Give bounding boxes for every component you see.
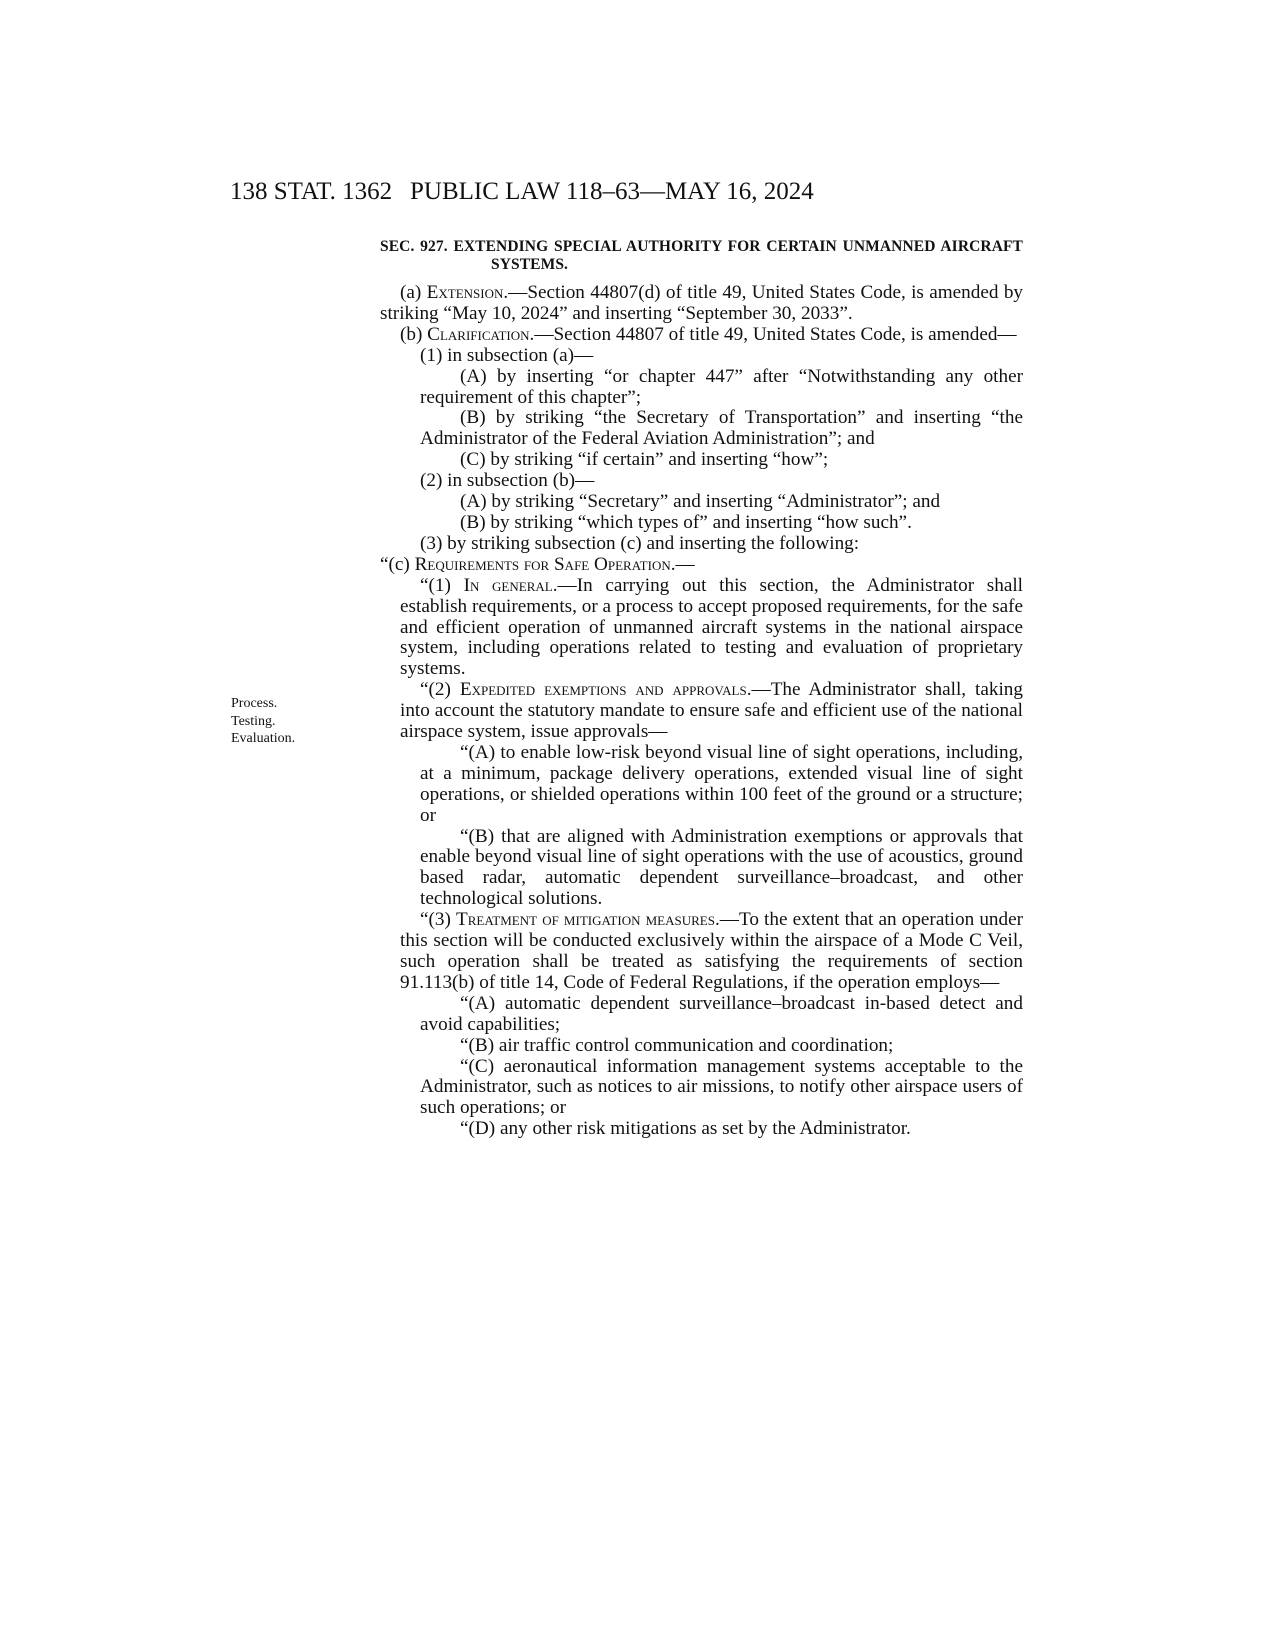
clause-b1-b: (B) by striking “the Secretary of Transportation” and inserting “the Administrator of the Federal Aviation Administration”; and (420, 407, 1023, 450)
c1-caption: In general (463, 574, 553, 596)
section-body (380, 238, 1023, 1140)
clause-c3-a: “(A) automatic dependent surveillance–broadcast in-based detect and avoid capabilities; (420, 992, 1023, 1035)
margin-note-testing: Testing. (231, 713, 276, 729)
clause-c3-c: “(C) aeronautical information management systems acceptable to the Administrator, such as notices to air missions, to notify other airspace users of such operations; or (420, 1055, 1023, 1119)
subsection-c-caption: Requirements for Safe Operation (414, 553, 671, 575)
stat-reference: 138 STAT. 1362 (230, 178, 393, 205)
c3-text: .—To the extent that an operation under this section will be conducted exclusively within the airspace of a Mode C Veil, such operation shall be treated as satisfying the requirements of section 91.113(b) of title 14, Code of Federal Regulations, if the operation employs— (400, 909, 1024, 993)
subsection-a-label: (a) (400, 282, 427, 303)
c1-text: .—In carrying out this section, the Administrator shall establish requirements, or a process to accept proposed requirements, for the safe and efficient operation of unmanned aircraft systems in the national airspace system, including operations related to testing and evaluation of proprietary systems. (400, 574, 1024, 680)
c1-label: “(1) (420, 574, 464, 596)
paragraph-b3: (3) by striking subsection (c) and inserting the following: (420, 532, 860, 554)
law-title: PUBLIC LAW 118–63—MAY 16, 2024 (410, 178, 814, 205)
paragraph-c1 (380, 576, 1023, 681)
margin-note-process: Process. (231, 696, 278, 711)
section-heading: SEC. 927. EXTENDING SPECIAL AUTHORITY FOR CERTAIN UNMANNED AIRCRAFT SYSTEMS. (380, 238, 1023, 273)
subsection-b-label: (b) (400, 323, 428, 345)
paragraph-c3 (380, 910, 1023, 994)
clause-c2-b: “(B) that are aligned with Administration exemptions or approvals that enable beyond visual line of sight operations with the use of acoustics, ground based radar, automatic dependent surveillance–broadcast, and other technological solutions. (420, 825, 1023, 910)
c3-label: “(3) (420, 909, 457, 931)
paragraph-b1: (1) in subsection (a)— (420, 344, 594, 366)
margin-notes (231, 695, 295, 748)
subsection-a (380, 283, 1023, 325)
clause-b2-b: (B) by striking “which types of” and inserting “how such”. (460, 511, 912, 533)
subsection-c-label: “(c) (380, 553, 415, 575)
subsection-a-caption: Extension (426, 282, 504, 303)
c2-label: “(2) (420, 679, 460, 701)
subsection-b-text: .—Section 44807 of title 49, United States Code, is amended— (529, 323, 1017, 345)
clause-b2-a: (A) by striking “Secretary” and inserting “Administrator”; and (460, 491, 941, 513)
clause-c2-a: “(A) to enable low-risk beyond visual line of sight operations, including, at a minimum, package delivery operations, extended visual line of sight operations, or shielded operations within 100 feet of the ground or a structure; or (420, 741, 1023, 826)
margin-note-evaluation: Evaluation. (231, 731, 296, 746)
subsection-c-dash: .— (670, 553, 695, 575)
page-header (0, 178, 1275, 218)
subsection-a-text: .—Section 44807(d) of title 49, United States Code, is amended by striking “May 10, 2024” and inserting “September 30, 2033”. (380, 282, 1024, 324)
paragraph-b2: (2) in subsection (b)— (420, 470, 595, 492)
subsection-b (380, 325, 1023, 346)
clause-c3-b: “(B) air traffic control communication and coordination; (460, 1034, 894, 1056)
paragraph-c2 (380, 680, 1023, 743)
clause-b1-a: (A) by inserting “or chapter 447” after “Notwithstanding any other requirement of this chapter”; (420, 365, 1023, 408)
c2-text: .—The Administrator shall, taking into account the statutory mandate to ensure safe and efficient use of the national airspace system, issue approvals— (400, 679, 1023, 743)
c3-caption: Treatment of mitigation measures (456, 909, 715, 931)
c2-caption: Expedited exemptions and approvals (459, 679, 747, 701)
subsection-b-caption: Clarification (427, 323, 530, 345)
clause-b1-c: (C) by striking “if certain” and inserting “how”; (460, 449, 829, 471)
clause-c3-d: “(D) any other risk mitigations as set by the Administrator. (460, 1118, 911, 1140)
inserted-subsection-c (380, 555, 1023, 576)
